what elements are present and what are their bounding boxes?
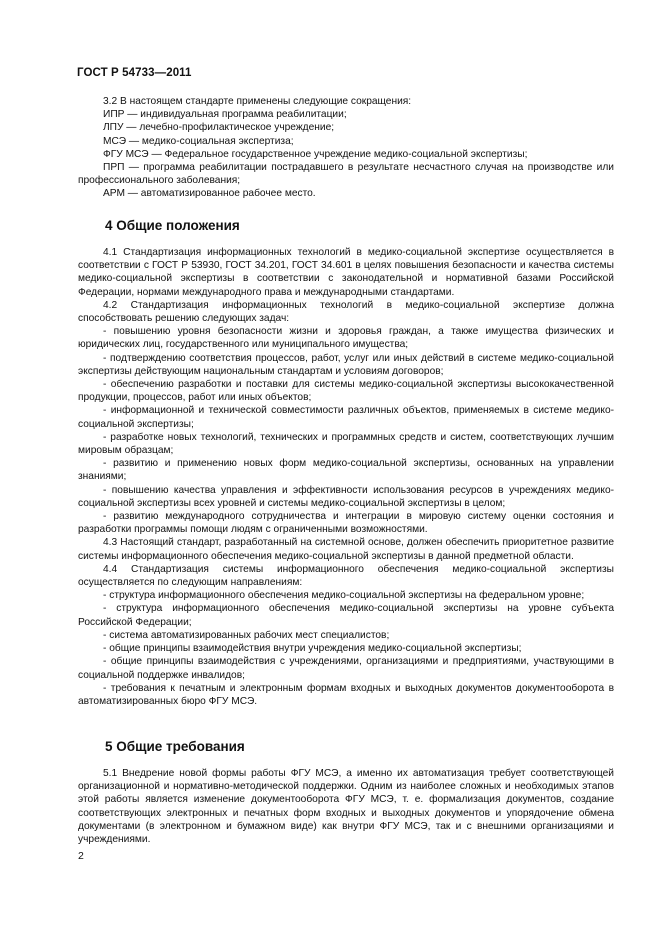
abbr-item: ПРП — программа реабилитации пострадавшего в результате несчастного случая на производстве или профессионального заболевания; (78, 162, 614, 187)
abbr-item: ЛПУ — лечебно-профилактическое учреждение; (103, 122, 335, 134)
task-item: - повышению уровня безопасности жизни и здоровья граждан, а также имущества физических и юридических лиц, государственного или муниципального имущества; (78, 326, 614, 351)
direction-item: - структура информационного обеспечения медико-социальной экспертизы на уровне субъекта Российской Федерации; (78, 603, 614, 628)
task-item: - обеспечению разработки и поставки для системы медико-социальной экспертизы высококачественной продукции, процессов, работ или иных объектов; (78, 379, 614, 404)
document-header: ГОСТ Р 54733—2011 (77, 67, 192, 79)
page-number: 2 (78, 850, 84, 862)
abbr-intro: 3.2 В настоящем стандарте применены следующие сокращения: (103, 96, 412, 107)
task-item: - развитию и применению новых форм медико-социальной экспертизы, основанных на управлении знаниями; (78, 458, 614, 483)
abbr-item: ИПР — индивидуальная программа реабилитации; (103, 109, 347, 121)
task-item: - развитию международного сотрудничества и интеграции в мировую систему оценки состояния и разработки программы помощи людям с ограниченными возможностями. (78, 511, 614, 536)
abbr-item: АРМ — автоматизированное рабочее место. (103, 188, 316, 200)
direction-item: - система автоматизированных рабочих мест специалистов; (103, 629, 390, 641)
abbr-item: МСЭ — медико-социальная экспертиза; (103, 135, 294, 147)
paragraph-4-3: 4.3 Настоящий стандарт, разработанный на системной основе, должен обеспечить приоритетное развитие системы информационного обеспечения медико-социальной экспертизы в данной предметной области. (78, 537, 614, 562)
section-5-body (78, 767, 614, 846)
section-4-heading: 4 Общие положения (105, 218, 240, 233)
direction-item: - требования к печатным и электронным формам входных и выходных документов документооборота в автоматизированных бюро ФГУ МСЭ. (78, 682, 614, 707)
task-item: - подтверждению соответствия процессов, работ, услуг или иных действий в системе медико-социальной экспертизы действующим национальным стандартам и условиям договоров; (78, 352, 614, 377)
abbr-item: ФГУ МСЭ — Федеральное государственное учреждение медико-социальной экспертизы; (103, 148, 528, 160)
direction-item: - общие принципы взаимодействия внутри учреждения медико-социальной экспертизы; (103, 643, 522, 655)
paragraph-4-2: 4.2 Стандартизация информационных технологий в медико-социальной экспертизе должна способствовать решению следующих задач: (78, 299, 614, 325)
paragraph-5-1: 5.1 Внедрение новой формы работы ФГУ МСЭ, а именно их автоматизация требует соответствующей организационной и нормативно-методической поддержки. Одним из наиболее сложных и необходимых этапов этой работы является изменение документооборота ФГУ МСЭ, т. е. формализация документов, создание соответствующих электронных и печатных форм входных и выходных документов и упорядочение обмена документами (в электронном и бумажном виде) как внутри ФГУ МСЭ, так и с внешними организациями и учреждениями. (78, 768, 614, 846)
direction-item: - общие принципы взаимодействия с учреждениями, организациями и предприятиями, участвующими в социальной поддержке инвалидов; (78, 656, 614, 681)
section-5-heading: 5 Общие требования (105, 739, 245, 754)
task-item: - информационной и технической совместимости различных объектов, применяемых в системе медико-социальной экспертизы; (78, 405, 614, 430)
task-item: - повышению качества управления и эффективности использования ресурсов в учреждениях медико-социальной экспертизы всех уровней и системы медико-социальной экспертизы в целом; (78, 484, 614, 509)
section-3-abbreviations (78, 95, 614, 201)
paragraph-4-4: 4.4 Стандартизация системы информационного обеспечения медико-социальной экспертизы осуществляется по следующим направлениям: (78, 563, 614, 589)
task-item: - разработке новых технологий, технических и программных средств и систем, соответствующих лучшим мировым образцам; (78, 431, 614, 457)
paragraph-4-1: 4.1 Стандартизация информационных технологий в медико-социальной экспертизе осуществляется в соответствии с ГОСТ Р 53930, ГОСТ 34.201, ГОСТ 34.601 в целях повышения безопасности и качества системы медико-социальной экспертизы в соответствии с законодательной и нормативной базами Российской Федерации, нормами международного права и международными стандартами. (78, 247, 614, 298)
direction-item: - структура информационного обеспечения медико-социальной экспертизы на федеральном уровне; (103, 590, 585, 602)
section-4-body (78, 246, 614, 708)
